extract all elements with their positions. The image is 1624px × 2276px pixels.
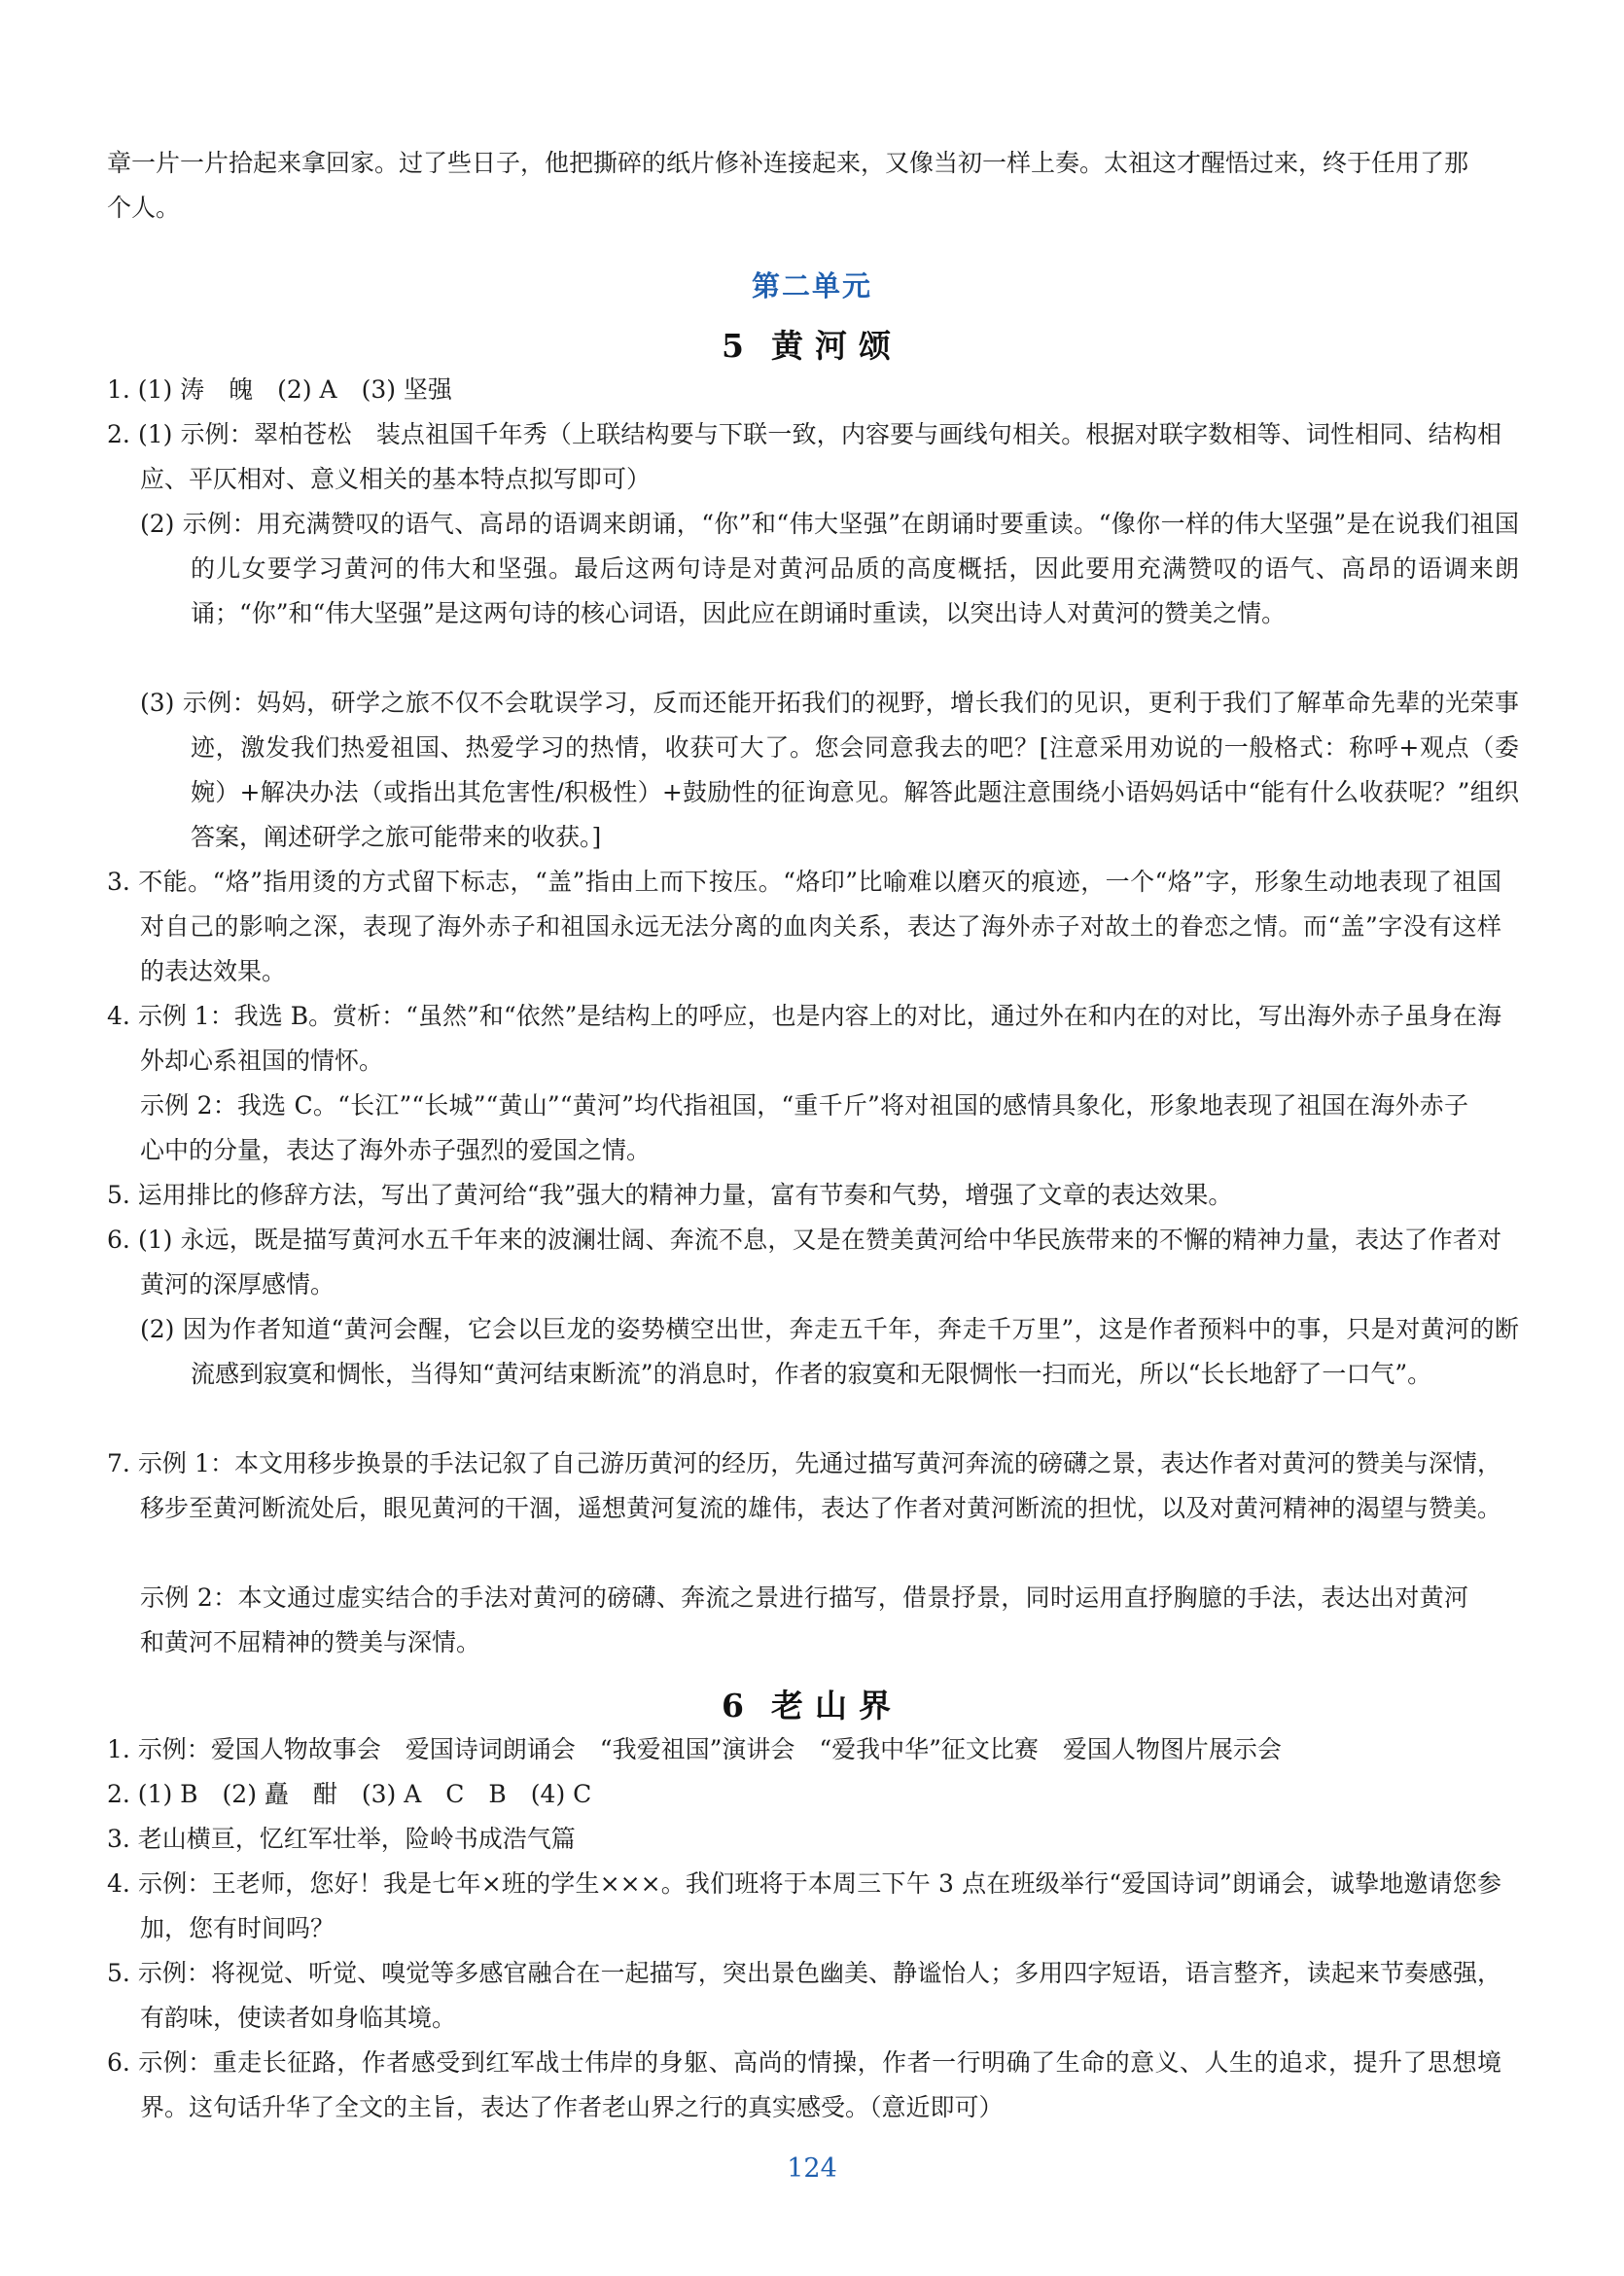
lesson-6-name: 老山界 [770,1687,902,1725]
l6-question-6: 6. 示例：重走长征路，作者感受到红军战士伟岸的身躯、高尚的情操，作者一行明确了生命的意义、人生的追求，提升了思想境界。这句话升华了全文的主旨，表达了作者老山界之行的真实感受。（意近即可） [107,2048,1501,2121]
lesson-5-title [0,321,1624,367]
l6-question-3: 3. 老山横亘，忆红军壮举，险岭书成浩气篇 [107,1825,576,1853]
l5-question-6-1: 6. (1) 永远，既是描写黄河水五千年来的波澜壮阔、奔流不息，又是在赞美黄河给中华民族带来的不懈的精神力量，表达了作者对黄河的深厚感情。 [107,1226,1501,1298]
lesson-6-number: 6 [722,1687,744,1725]
l6-question-1: 1. 示例：爱国人物故事会 爱国诗词朗诵会 “我爱祖国”演讲会 “爱我中华”征文比赛 爱国人物图片展示会 [107,1735,1282,1763]
l5-question-7-1: 7. 示例 1：本文用移步换景的手法记叙了自己游历黄河的经历，先通过描写黄河奔流的磅礴之景，表达作者对黄河的赞美与深情，移步至黄河断流处后，眼见黄河的干涸，遥想黄河复流的雄伟，表达了作者对黄河断流的担忧，以及对黄河精神的渴望与赞美。 [107,1449,1502,1522]
l5-question-2-2: (2) 示例：用充满赞叹的语气、高昂的语调来朗诵，“你”和“伟大坚强”在朗诵时要重读。“像你一样的伟大坚强”是在说我们祖国的儿女要学习黄河的伟大和坚强。最后这两句诗是对黄河品质的高度概括，因此要用充满赞叹的语气、高昂的语调来朗诵；“你”和“伟大坚强”是这两句诗的核心词语，因此应在朗诵时重读，以突出诗人对黄河的赞美之情。 [140,510,1519,627]
intro-paragraph: 章一片一片拾起来拿回家。过了些日子，他把撕碎的纸片修补连接起来，又像当初一样上奏。太祖这才醒悟过来，终于任用了那个人。 [107,149,1469,222]
unit-title: 第二单元 [751,269,872,302]
l5-question-6-2: (2) 因为作者知道“黄河会醒，它会以巨龙的姿势横空出世，奔走五千年，奔走千万里”，这是作者预料中的事，只是对黄河的断流感到寂寞和惆怅，当得知“黄河结束断流”的消息时，作者的寂寞和无限惆怅一扫而光，所以“长长地舒了一口气”。 [140,1315,1519,1388]
l5-question-3: 3. 不能。“烙”指用烫的方式留下标志，“盖”指由上而下按压。“烙印”比喻难以磨灭的痕迹，一个“烙”字，形象生动地表现了祖国对自己的影响之深，表现了海外赤子和祖国永远无法分离的血肉关系，表达了海外赤子对故土的眷恋之情。而“盖”字没有这样的表达效果。 [107,868,1501,985]
l5-question-2-1: 2. (1) 示例：翠柏苍松 装点祖国千年秀（上联结构要与下联一致，内容要与画线句相关。根据对联字数相等、词性相同、结构相应、平仄相对、意义相关的基本特点拟写即可） [107,420,1501,493]
l5-question-4-2: 示例 2：我选 C。“长江”“长城”“黄山”“黄河”均代指祖国，“重千斤”将对祖国的感情具象化，形象地表现了祖国在海外赤子心中的分量，表达了海外赤子强烈的爱国之情。 [140,1091,1468,1164]
l5-question-4-1: 4. 示例 1：我选 B。赏析：“虽然”和“依然”是结构上的呼应，也是内容上的对比，通过外在和内在的对比，写出海外赤子虽身在海外却心系祖国的情怀。 [107,1002,1501,1075]
l5-question-1: 1. (1) 涛 魄 (2) A (3) 坚强 [107,375,452,404]
l5-question-5: 5. 运用排比的修辞方法，写出了黄河给“我”强大的精神力量，富有节奏和气势，增强了文章的表达效果。 [107,1181,1233,1209]
l5-question-2-3: (3) 示例：妈妈，研学之旅不仅不会耽误学习，反而还能开拓我们的视野，增长我们的见识，更利于我们了解革命先辈的光荣事迹，激发我们热爱祖国、热爱学习的热情，收获可大了。您会同意我去的吧？[注意采用劝说的一般格式：称呼+观点（委婉）+解决办法（或指出其危害性/积极性）+鼓励性的征询意见。解答此题注意围绕小语妈妈话中“能有什么收获呢？”组织答案，阐述研学之旅可能带来的收获。] [140,689,1519,851]
lesson-5-number: 5 [722,327,744,365]
l6-question-4: 4. 示例：王老师，您好！我是七年×班的学生×××。我们班将于本周三下午 3 点在班级举行“爱国诗词”朗诵会，诚挚地邀请您参加，您有时间吗？ [107,1869,1501,1942]
l5-question-7-2: 示例 2：本文通过虚实结合的手法对黄河的磅礴、奔流之景进行描写，借景抒景，同时运用直抒胸臆的手法，表达出对黄河和黄河不屈精神的赞美与深情。 [140,1583,1468,1656]
lesson-5-name: 黄河颂 [770,327,902,365]
page-number: 124 [787,2153,837,2184]
lesson-6-title [0,1681,1624,1726]
l6-question-5: 5. 示例：将视觉、听觉、嗅觉等多感官融合在一起描写，突出景色幽美、静谧怡人；多用四字短语，语言整齐，读起来节奏感强，有韵味，使读者如身临其境。 [107,1959,1501,2032]
l6-question-2: 2. (1) B (2) 矗 酣 (3) A C B (4) C [107,1780,592,1808]
